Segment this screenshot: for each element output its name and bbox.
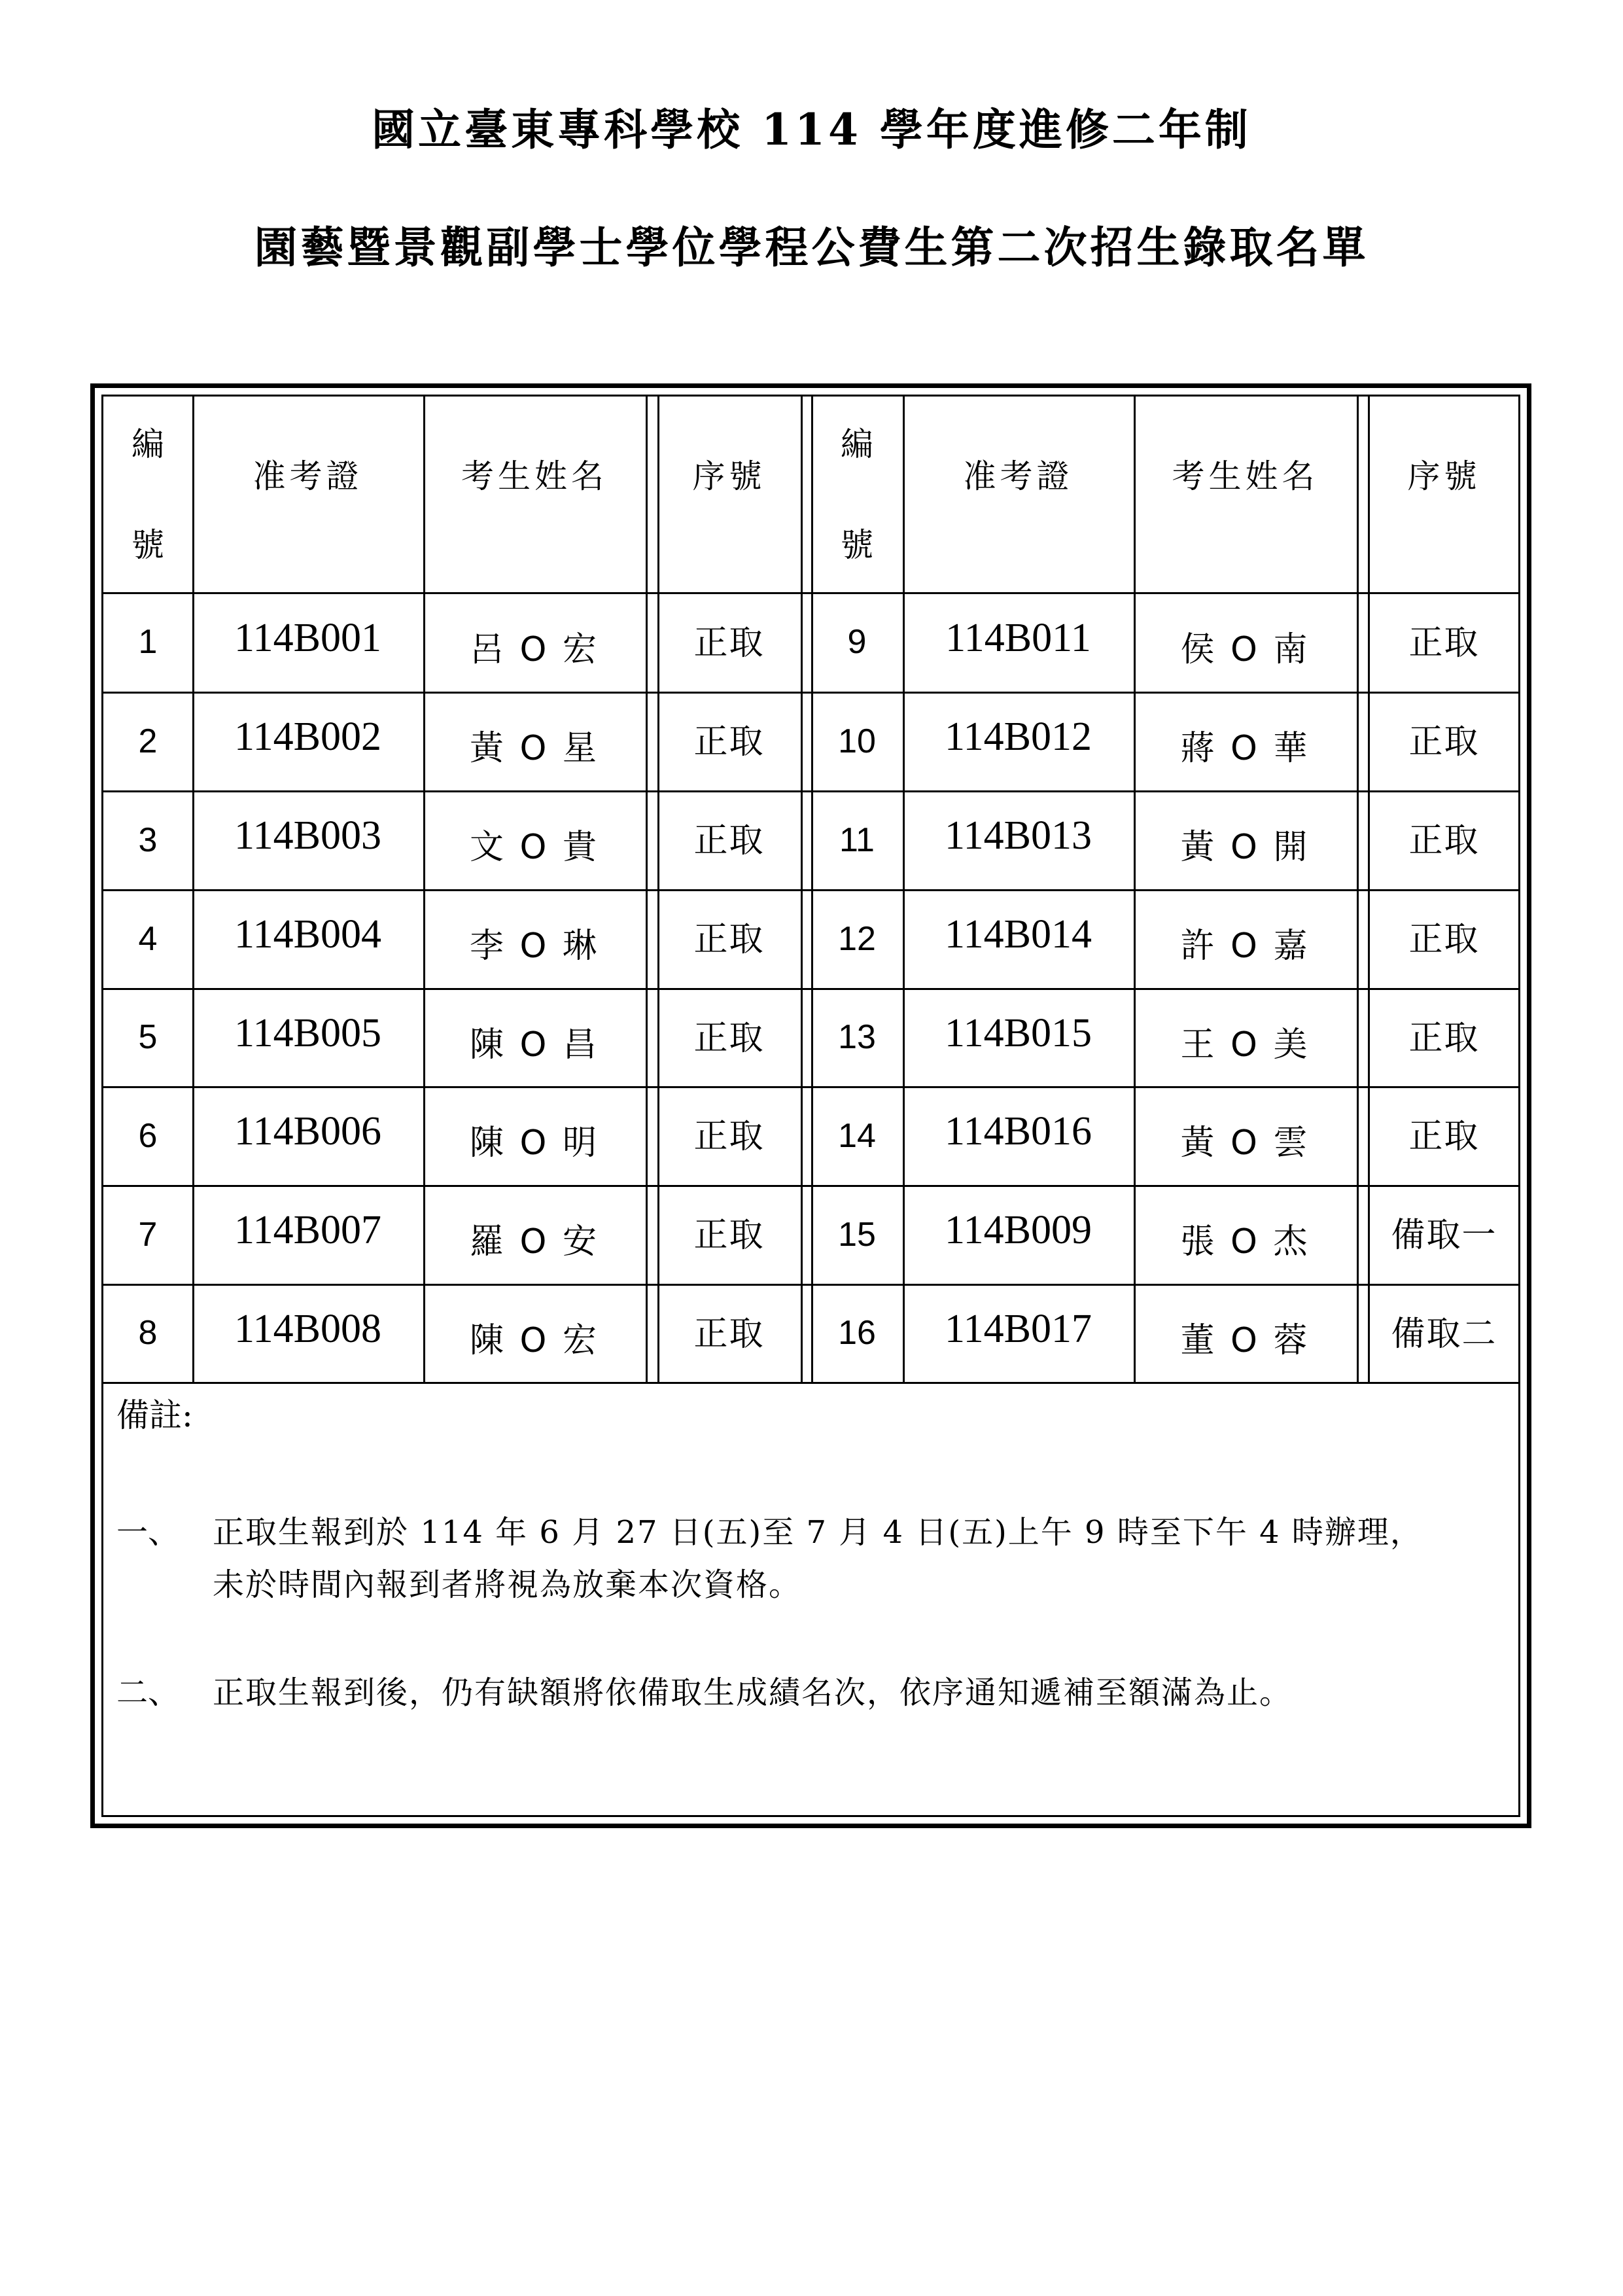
header-rank-left: 序號 — [692, 457, 766, 495]
table-row-exam-id: 114B015 — [944, 1010, 1092, 1055]
table-row-name: 侯 O 南 — [1180, 629, 1310, 669]
table-row-exam-id: 114B008 — [234, 1306, 382, 1351]
header-name-right: 考生姓名 — [1172, 457, 1319, 495]
table-row-name: 文 O 貴 — [470, 828, 599, 867]
table-row-rank: 正取 — [1408, 722, 1480, 762]
header-no-bottom: 號 — [131, 526, 164, 564]
header-no-left — [103, 395, 192, 592]
table-row-name: 許 O 嘉 — [1180, 927, 1310, 966]
table-row-number: 11 — [839, 821, 875, 859]
note-1-marker: 一、 — [116, 1514, 180, 1551]
table-row-exam-id: 114B002 — [234, 715, 382, 759]
table-row-exam-id: 114B003 — [234, 813, 382, 858]
note-2-marker: 二、 — [116, 1674, 180, 1711]
table-row-number: 10 — [838, 722, 876, 760]
header-no-right — [811, 395, 903, 592]
table-row-rank: 備取一 — [1391, 1216, 1497, 1255]
table-row-rank: 正取 — [1408, 920, 1480, 959]
table-column-divider — [646, 395, 648, 1382]
document-title-line1: 國立臺東專科學校 114 學年度進修二年制 — [372, 104, 1251, 155]
note-2-line1: 正取生報到後，仍有缺額將依備取生成績名次，依序通知遞補至額滿為止。 — [213, 1674, 1293, 1711]
table-row-exam-id: 114B009 — [944, 1208, 1092, 1252]
table-row-exam-id: 114B007 — [234, 1208, 382, 1252]
table-row-number: 7 — [138, 1215, 158, 1254]
header-exam-id-left: 准考證 — [253, 457, 363, 495]
table-row-rank: 正取 — [1408, 1018, 1480, 1058]
table-row-rank: 正取 — [1408, 1117, 1480, 1156]
table-row-exam-id: 114B017 — [944, 1306, 1092, 1351]
table-row-number: 9 — [847, 623, 867, 661]
table-row-exam-id: 114B012 — [944, 715, 1092, 759]
table-column-divider — [801, 395, 803, 1382]
note-1-line2: 未於時間內報到者將視為放棄本次資格。 — [213, 1566, 802, 1603]
table-row-number: 14 — [838, 1116, 876, 1155]
table-row-name: 王 O 美 — [1180, 1025, 1310, 1065]
table-column-divider — [1357, 395, 1359, 1382]
table-row-rank: 正取 — [1408, 821, 1480, 860]
table-row-name: 陳 O 宏 — [470, 1320, 599, 1360]
table-row-name: 羅 O 安 — [470, 1222, 599, 1262]
table-row-number: 16 — [838, 1314, 876, 1352]
table-row-name: 陳 O 昌 — [470, 1025, 599, 1065]
table-row-name: 陳 O 明 — [470, 1123, 599, 1163]
document-title-line2: 園藝暨景觀副學士學位學程公費生第二次招生錄取名單 — [254, 222, 1369, 273]
table-row-rank: 正取 — [693, 1018, 765, 1058]
note-1-line1: 正取生報到於 114 年 6 月 27 日(五)至 7 月 4 日(五)上午 9 時至下午 4 時辦理， — [213, 1514, 1423, 1551]
table-row-rank: 正取 — [1408, 623, 1480, 663]
table-row-number: 4 — [138, 919, 158, 958]
table-row-number: 15 — [838, 1215, 876, 1254]
table-row-exam-id: 114B014 — [944, 912, 1092, 957]
table-row-name: 張 O 杰 — [1180, 1222, 1310, 1262]
table-row-rank: 正取 — [693, 920, 765, 959]
table-row-rank: 備取二 — [1391, 1314, 1497, 1354]
table-row-number: 3 — [138, 821, 158, 859]
table-row-number: 6 — [138, 1116, 158, 1155]
table-row-number: 5 — [138, 1018, 158, 1056]
table-row-name: 黃 O 星 — [470, 729, 599, 768]
header-no-top: 編 — [841, 425, 873, 463]
table-row-exam-id: 114B001 — [234, 615, 382, 660]
table-row-rank: 正取 — [693, 1216, 765, 1255]
table-row-exam-id: 114B004 — [234, 912, 382, 957]
header-no-bottom: 號 — [841, 526, 873, 564]
table-row-exam-id: 114B013 — [944, 813, 1092, 858]
header-rank-right: 序號 — [1407, 457, 1481, 495]
table-row-rank: 正取 — [693, 821, 765, 860]
table-row-rank: 正取 — [693, 1117, 765, 1156]
table-row-rank: 正取 — [693, 623, 765, 663]
table-row-name: 黃 O 雲 — [1180, 1123, 1310, 1163]
table-row-exam-id: 114B011 — [945, 615, 1091, 660]
table-row-exam-id: 114B016 — [944, 1109, 1092, 1154]
header-no-top: 編 — [131, 425, 164, 463]
table-row-name: 呂 O 宏 — [470, 629, 599, 669]
table-row-name: 黃 O 開 — [1180, 828, 1310, 867]
table-row-name: 蔣 O 華 — [1180, 729, 1310, 768]
table-row-rank: 正取 — [693, 1314, 765, 1354]
table-row-name: 李 O 琳 — [470, 927, 599, 966]
table-row-number: 13 — [838, 1018, 876, 1056]
table-row-rank: 正取 — [693, 722, 765, 762]
header-name-left: 考生姓名 — [461, 457, 608, 495]
table-row-number: 2 — [138, 722, 158, 760]
table-row-number: 1 — [138, 623, 158, 661]
table-row-number: 8 — [138, 1314, 158, 1352]
table-row-name: 董 O 蓉 — [1180, 1320, 1310, 1360]
notes-heading: 備註: — [116, 1396, 193, 1434]
table-row-number: 12 — [838, 919, 876, 958]
header-exam-id-right: 准考證 — [963, 457, 1073, 495]
table-row-exam-id: 114B006 — [234, 1109, 382, 1154]
table-row-exam-id: 114B005 — [234, 1010, 382, 1055]
